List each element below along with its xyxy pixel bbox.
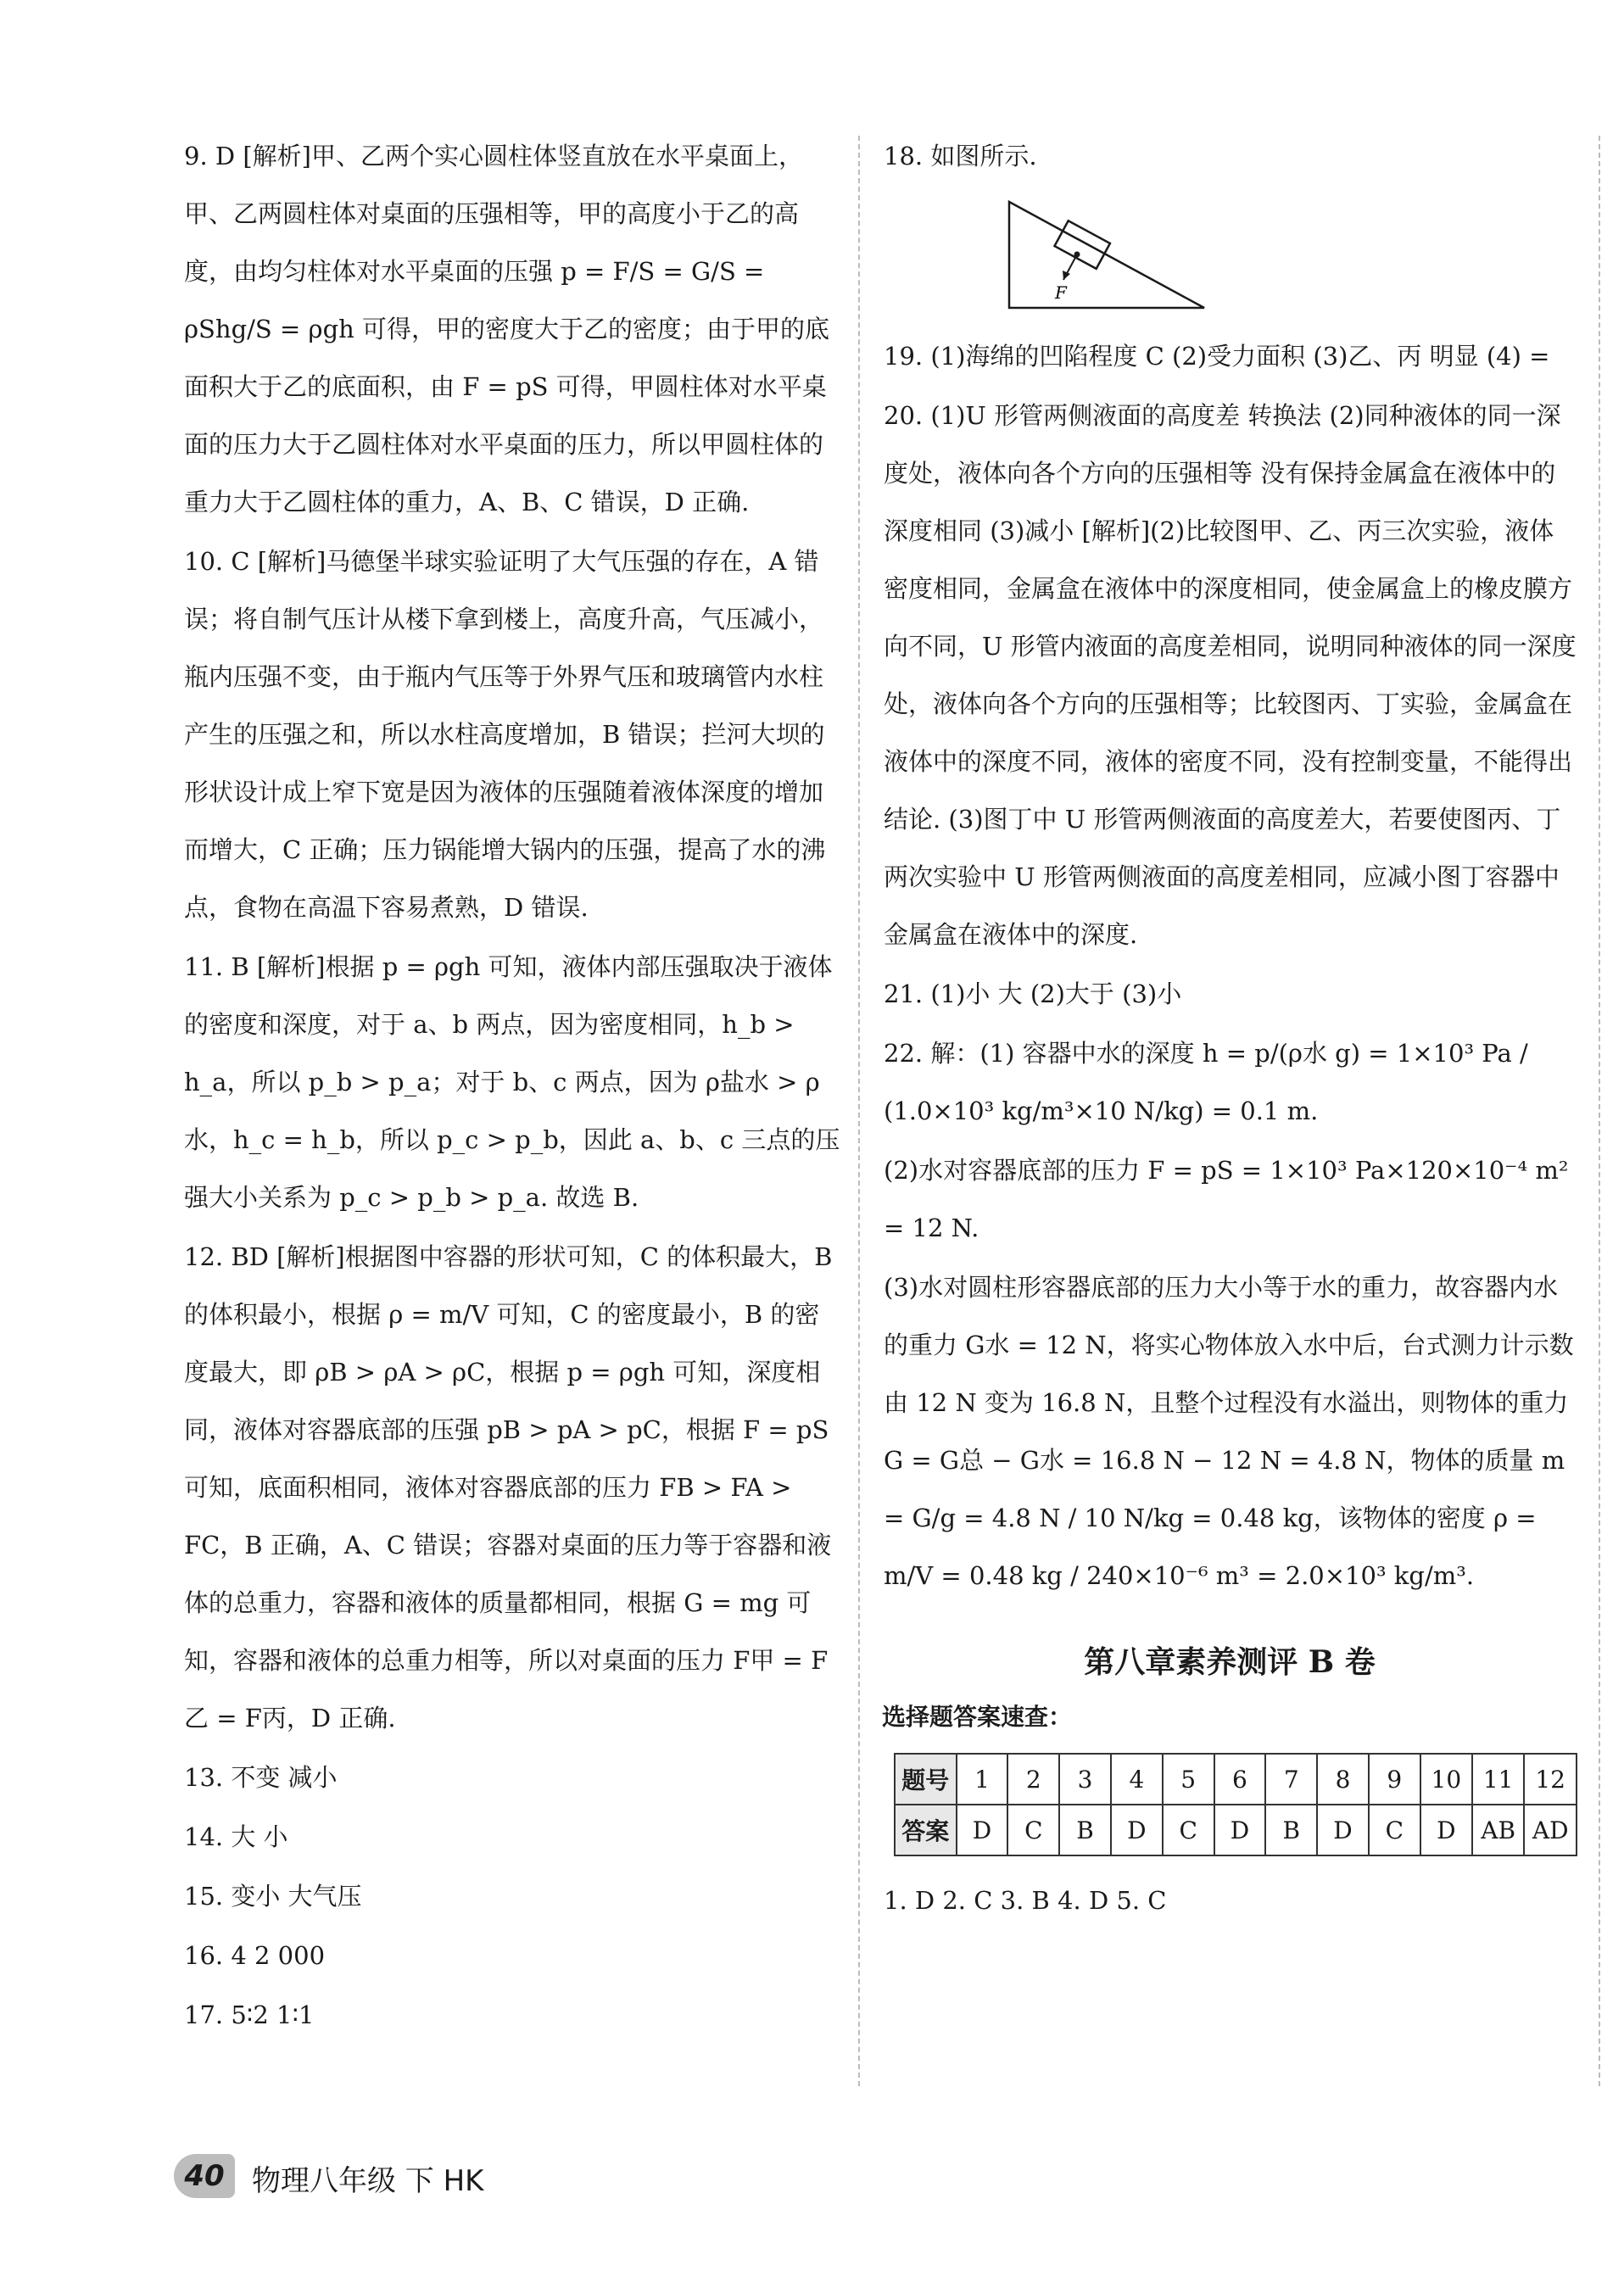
right-margin-rule xyxy=(1599,136,1600,2086)
answer-cell: AB xyxy=(1472,1805,1524,1855)
force-arrow-head xyxy=(1063,271,1070,280)
num-cell: 11 xyxy=(1472,1754,1524,1805)
right-column xyxy=(882,127,1577,1931)
answer-19: 19. (1)海绵的凹陷程度 C (2)受力面积 (3)乙、丙 明显 (4) = xyxy=(884,342,1550,371)
answer-cell: B xyxy=(1265,1805,1317,1855)
answer-table xyxy=(894,1753,1577,1856)
num-cell: 4 xyxy=(1111,1754,1163,1805)
answer-cell: C xyxy=(1369,1805,1420,1855)
answer-cell: D xyxy=(1214,1805,1266,1855)
num-cell: 6 xyxy=(1214,1754,1266,1805)
answer-21: 21. (1)小 大 (2)大于 (3)小 xyxy=(884,979,1182,1008)
incline-figure xyxy=(992,193,1213,312)
row-label-number: 题号 xyxy=(895,1754,957,1805)
row-label-answer: 答案 xyxy=(895,1805,957,1855)
footer-subject: 物理八年级 下 HK xyxy=(252,2164,484,2198)
section-b-answers: 1. D 2. C 3. B 4. D 5. C xyxy=(884,1886,1167,1915)
section-title: 第八章素养测评 B 卷 xyxy=(1084,1644,1376,1680)
num-cell: 8 xyxy=(1317,1754,1369,1805)
answer-10: 10. C [解析]马德堡半球实验证明了大气压强的存在，A 错误；将自制气压计从楼下拿到楼上，高度升高，气压减小，瓶内压强不变，由于瓶内气压等于外界气压和玻璃管内水柱产生的压强之和，所以水柱高度增加，B 错误；拦河大坝的形状设计成上窄下宽是因为液体的压强随着液体深度的增加而增大，C 正确；压力锅能增大锅内的压强，提高了水的沸点，食物在高温下容易煮熟，D 错误. xyxy=(184,547,826,922)
num-cell: 5 xyxy=(1163,1754,1214,1805)
answer-15: 15. 变小 大气压 xyxy=(184,1882,362,1911)
answer-9: 9. D [解析]甲、乙两个实心圆柱体竖直放在水平桌面上，甲、乙两圆柱体对桌面的压强相等，甲的高度小于乙的高度，由均匀柱体对水平桌面的压强 p = F/S = G/S = ρShg/S = ρgh 可得，甲的密度大于乙的密度；由于甲的底面积大于乙的底面积，由 F = pS 可得，甲圆柱体对水平桌面的压力大于乙圆柱体对水平桌面的压力，所以甲圆柱体的重力大于乙圆柱体的重力，A、B、C 错误，D 正确. xyxy=(184,142,830,516)
block-on-incline xyxy=(1054,220,1109,269)
answer-cell: D xyxy=(957,1805,1008,1855)
answer-18: 18. 如图所示. xyxy=(884,142,1037,170)
num-cell: 7 xyxy=(1265,1754,1317,1805)
num-cell: 9 xyxy=(1369,1754,1420,1805)
num-cell: 10 xyxy=(1420,1754,1472,1805)
answer-16: 16. 4 2 000 xyxy=(184,1941,326,1970)
answer-13: 13. 不变 减小 xyxy=(184,1763,338,1792)
answer-cell: C xyxy=(1007,1805,1059,1855)
answer-table-answer-row xyxy=(895,1805,1577,1855)
num-cell: 12 xyxy=(1524,1754,1577,1805)
force-label: F xyxy=(1055,282,1067,303)
answer-12: 12. BD [解析]根据图中容器的形状可知，C 的体积最大，B 的体积最小，根据 ρ = m/V 可知，C 的密度最小，B 的密度最大，即 ρB > ρA > ρC，根据 p = ρgh 可知，深度相同，液体对容器底部的压强 pB > pA > pC，根据 F = pS 可知，底面积相同，液体对容器底部的压力 FB > FA > FC，B 正确，A、C 错误；容器对桌面的压力等于容器和液体的总重力，容器和液体的质量都相同，根据 G = mg 可知，容器和液体的总重力相等，所以对桌面的压力 F甲 = F乙 = F丙，D 正确. xyxy=(184,1242,833,1733)
answer-cell: B xyxy=(1059,1805,1111,1855)
num-cell: 3 xyxy=(1059,1754,1111,1805)
answer-17: 17. 5∶2 1∶1 xyxy=(184,2000,315,2029)
num-cell: 1 xyxy=(957,1754,1008,1805)
answer-cell: D xyxy=(1111,1805,1163,1855)
answer-table-number-row xyxy=(895,1754,1577,1805)
page-number: 40 xyxy=(174,2154,235,2198)
answer-22-part2: (2)水对容器底部的压力 F = pS = 1×10³ Pa×120×10⁻⁴ m² = 12 N. xyxy=(884,1156,1569,1242)
answer-20: 20. (1)U 形管两侧液面的高度差 转换法 (2)同种液体的同一深度处，液体向各个方向的压强相等 没有保持金属盒在液体中的深度相同 (3)减小 [解析](2)比较图甲、乙、丙三次实验，液体密度相同，金属盒在液体中的深度相同，使金属盒上的橡皮膜方向不同，U 形管内液面的高度差相同，说明同种液体的同一深度处，液体向各个方向的压强相等；比较图丙、丁实验，金属盒在液体中的深度不同，液体的密度不同，没有控制变量，不能得出结论. (3)图丁中 U 形管两侧液面的高度差大，若要使图丙、丁两次实验中 U 形管两侧液面的高度差相同，应减小图丁容器中金属盒在液体中的深度. xyxy=(884,401,1577,949)
answer-cell: D xyxy=(1317,1805,1369,1855)
quick-answer-title: 选择题答案速查： xyxy=(882,1703,1073,1731)
answer-cell: AD xyxy=(1524,1805,1577,1855)
answer-14: 14. 大 小 xyxy=(184,1822,288,1851)
answer-22-part3: (3)水对圆柱形容器底部的压力大小等于水的重力，故容器内水的重力 G水 = 12 N，将实心物体放入水中后，台式测力计示数由 12 N 变为 16.8 N，且整个过程没有水溢出，则物体的重力 G = G总 − G水 = 16.8 N − 12 N = 4.8 N，物体的质量 m = G/g = 4.8 N / 10 N/kg = 0.48 kg，该物体的密度 ρ = m/V = 0.48 kg / 240×10⁻⁶ m³ = 2.0×10³ kg/m³. xyxy=(884,1273,1574,1590)
num-cell: 2 xyxy=(1007,1754,1059,1805)
left-column xyxy=(182,127,844,2045)
answer-cell: D xyxy=(1420,1805,1472,1855)
incline-diagram xyxy=(992,193,1213,312)
answer-11: 11. B [解析]根据 p = ρgh 可知，液体内部压强取决于液体的密度和深度，对于 a、b 两点，因为密度相同，h_b > h_a，所以 p_b > p_a；对于 b、c 两点，因为 ρ盐水 > ρ水，h_c = h_b，所以 p_c > p_b，因此 a、b、c 三点的压强大小关系为 p_c > p_b > p_a. 故选 B. xyxy=(184,952,840,1212)
answer-22-part1: 22. 解：(1) 容器中水的深度 h = p/(ρ水 g) = 1×10³ Pa / (1.0×10³ kg/m³×10 N/kg) = 0.1 m. xyxy=(884,1039,1528,1125)
incline-triangle xyxy=(1009,202,1204,308)
answer-cell: C xyxy=(1163,1805,1214,1855)
column-divider xyxy=(858,136,860,2086)
